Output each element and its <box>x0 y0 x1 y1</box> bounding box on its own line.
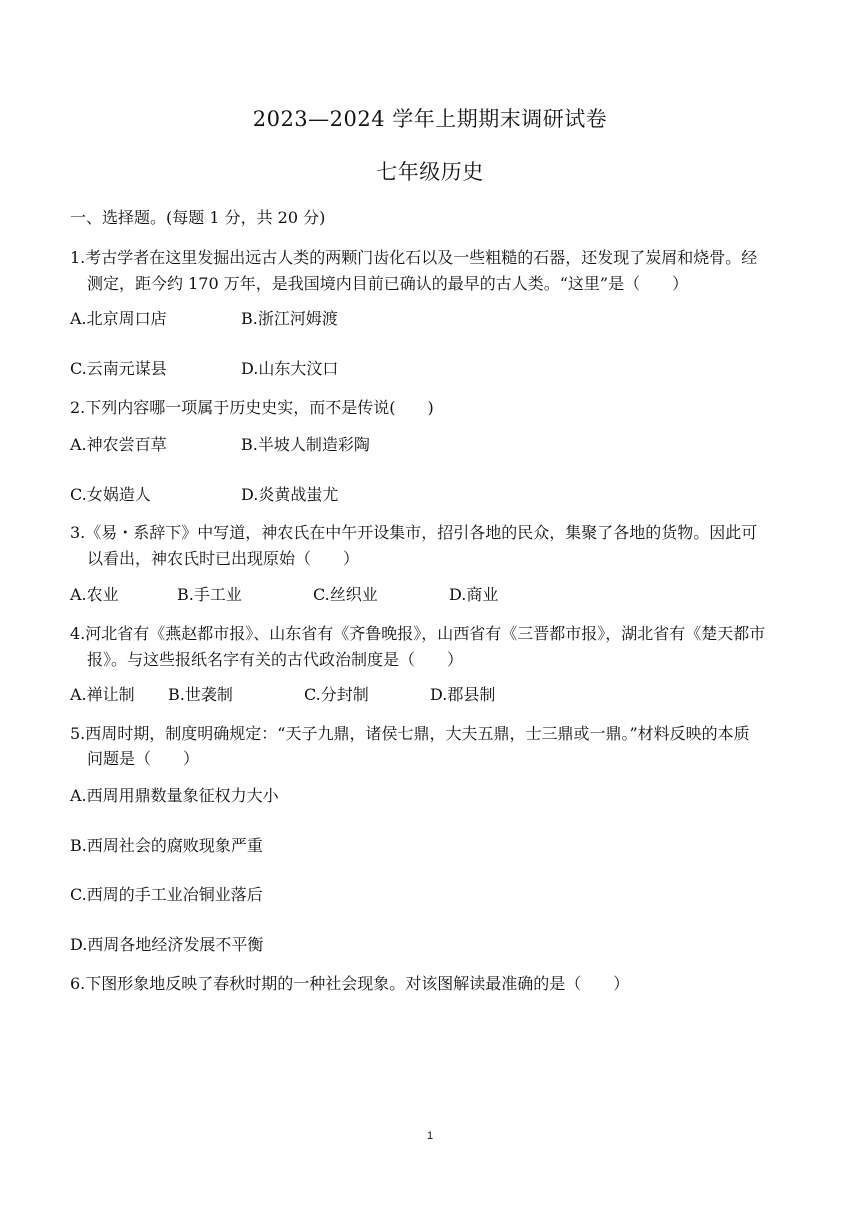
question-1-line-2: 测定，距今约 170 万年，是我国境内目前已确认的最早的古人类。“这里”是（ ） <box>87 274 689 293</box>
question-4-line-1: 4.河北省有《燕赵都市报》、山东省有《齐鲁晚报》，山西省有《三晋都市报》，湖北省有《楚天都市 <box>70 624 766 643</box>
exam-subtitle: 七年级历史 <box>376 160 484 184</box>
question-4-option-a: A.禅让制 <box>70 685 135 704</box>
question-4-option-b: B.世袭制 <box>168 685 233 704</box>
question-2-line-1: 2.下列内容哪一项属于历史史实，而不是传说( ) <box>70 398 434 417</box>
question-3-line-1: 3.《易・系辞下》中写道，神农氏在中午开设集市，招引各地的民众，集聚了各地的货物。因此可 <box>70 523 758 542</box>
question-5-line-2: 问题是（ ） <box>87 749 200 768</box>
question-2-option-c: C.女娲造人 <box>70 485 151 504</box>
question-3-option-c: C.丝织业 <box>313 585 378 604</box>
section-heading: 一、选择题。(每题 1 分，共 20 分) <box>70 208 326 227</box>
question-2-option-a: A.神农尝百草 <box>70 435 167 454</box>
question-5-option-c: C.西周的手工业冶铜业落后 <box>70 885 263 904</box>
question-3-line-2: 以看出，神农氏时已出现原始（ ） <box>87 549 360 568</box>
question-5-option-b: B.西周社会的腐败现象严重 <box>70 836 263 855</box>
question-4-line-2: 报》。与这些报纸名字有关的古代政治制度是（ ） <box>87 650 464 669</box>
question-1-option-b: B.浙江河姆渡 <box>241 309 338 328</box>
question-2-option-b: B.半坡人制造彩陶 <box>241 435 370 454</box>
question-3-option-d: D.商业 <box>449 585 499 604</box>
question-6-line-1: 6.下图形象地反映了春秋时期的一种社会现象。对该图解读最准确的是（ ） <box>70 974 630 993</box>
question-3-option-a: A.农业 <box>70 585 119 604</box>
question-1-option-c: C.云南元谋县 <box>70 359 167 378</box>
question-4-option-c: C.分封制 <box>304 685 369 704</box>
question-1-line-1: 1.考古学者在这里发掘出远古人类的两颗门齿化石以及一些粗糙的石器，还发现了炭屑和烧骨。经 <box>70 248 758 267</box>
question-5-option-a: A.西周用鼎数量象征权力大小 <box>70 786 279 805</box>
question-4-option-d: D.郡县制 <box>430 685 496 704</box>
question-2-option-d: D.炎黄战蚩尤 <box>241 485 339 504</box>
question-1-option-a: A.北京周口店 <box>70 309 167 328</box>
exam-title: 2023—2024 学年上期期末调研试卷 <box>252 107 608 131</box>
question-5-option-d: D.西周各地经济发展不平衡 <box>70 935 264 954</box>
page-number: 1 <box>426 1130 434 1142</box>
question-1-option-d: D.山东大汶口 <box>241 359 339 378</box>
question-3-option-b: B.手工业 <box>177 585 242 604</box>
question-5-line-1: 5.西周时期，制度明确规定：“天子九鼎，诸侯七鼎，大夫五鼎，士三鼎或一鼎。”材料反映的本质 <box>70 724 750 743</box>
